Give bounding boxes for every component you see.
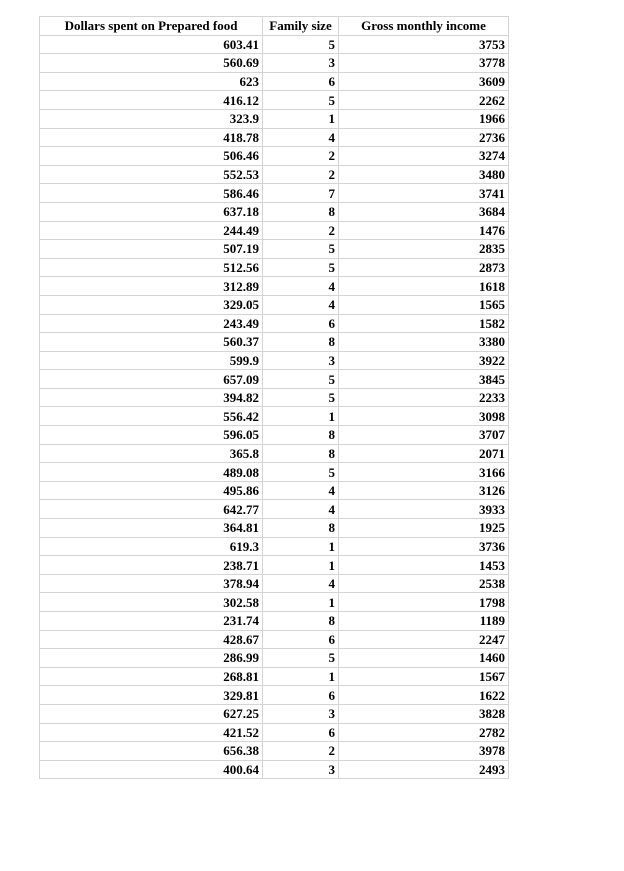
cell-family-size: 3 <box>263 54 339 73</box>
cell-gross-monthly-income: 2782 <box>339 723 509 742</box>
cell-prepared-food-dollars: 243.49 <box>40 314 263 333</box>
cell-gross-monthly-income: 1582 <box>339 314 509 333</box>
cell-gross-monthly-income: 3778 <box>339 54 509 73</box>
cell-gross-monthly-income: 3166 <box>339 463 509 482</box>
table-row <box>40 519 509 538</box>
cell-family-size: 8 <box>263 612 339 631</box>
table-row <box>40 202 509 221</box>
cell-family-size: 8 <box>263 426 339 445</box>
header-family-size: Family size <box>263 17 339 36</box>
cell-prepared-food-dollars: 238.71 <box>40 556 263 575</box>
table-row <box>40 593 509 612</box>
table-row <box>40 537 509 556</box>
table-row <box>40 72 509 91</box>
cell-family-size: 6 <box>263 72 339 91</box>
cell-gross-monthly-income: 1476 <box>339 221 509 240</box>
cell-prepared-food-dollars: 416.12 <box>40 91 263 110</box>
cell-gross-monthly-income: 3845 <box>339 370 509 389</box>
cell-family-size: 5 <box>263 35 339 54</box>
cell-gross-monthly-income: 3933 <box>339 500 509 519</box>
header-row <box>40 17 509 36</box>
cell-gross-monthly-income: 3978 <box>339 742 509 761</box>
cell-gross-monthly-income: 1460 <box>339 649 509 668</box>
table-row <box>40 500 509 519</box>
cell-family-size: 4 <box>263 481 339 500</box>
cell-prepared-food-dollars: 244.49 <box>40 221 263 240</box>
cell-gross-monthly-income: 2262 <box>339 91 509 110</box>
cell-prepared-food-dollars: 312.89 <box>40 277 263 296</box>
cell-gross-monthly-income: 3480 <box>339 165 509 184</box>
cell-prepared-food-dollars: 627.25 <box>40 704 263 723</box>
table-row <box>40 147 509 166</box>
cell-family-size: 1 <box>263 556 339 575</box>
cell-prepared-food-dollars: 378.94 <box>40 574 263 593</box>
cell-prepared-food-dollars: 364.81 <box>40 519 263 538</box>
cell-family-size: 8 <box>263 333 339 352</box>
table-row <box>40 630 509 649</box>
cell-family-size: 1 <box>263 537 339 556</box>
cell-family-size: 2 <box>263 742 339 761</box>
cell-prepared-food-dollars: 596.05 <box>40 426 263 445</box>
cell-gross-monthly-income: 3741 <box>339 184 509 203</box>
table-row <box>40 91 509 110</box>
table-row <box>40 760 509 779</box>
cell-gross-monthly-income: 1798 <box>339 593 509 612</box>
table-row <box>40 667 509 686</box>
cell-gross-monthly-income: 2493 <box>339 760 509 779</box>
table-row <box>40 128 509 147</box>
cell-gross-monthly-income: 1567 <box>339 667 509 686</box>
cell-family-size: 8 <box>263 519 339 538</box>
cell-gross-monthly-income: 1565 <box>339 295 509 314</box>
cell-gross-monthly-income: 3274 <box>339 147 509 166</box>
header-gross-monthly-income: Gross monthly income <box>339 17 509 36</box>
cell-family-size: 3 <box>263 351 339 370</box>
table-row <box>40 370 509 389</box>
cell-family-size: 5 <box>263 240 339 259</box>
cell-gross-monthly-income: 2736 <box>339 128 509 147</box>
cell-prepared-food-dollars: 323.9 <box>40 109 263 128</box>
cell-family-size: 6 <box>263 630 339 649</box>
cell-gross-monthly-income: 2835 <box>339 240 509 259</box>
table-row <box>40 704 509 723</box>
cell-family-size: 5 <box>263 463 339 482</box>
cell-gross-monthly-income: 3098 <box>339 407 509 426</box>
cell-prepared-food-dollars: 421.52 <box>40 723 263 742</box>
table-row <box>40 463 509 482</box>
table-row <box>40 742 509 761</box>
cell-gross-monthly-income: 3126 <box>339 481 509 500</box>
table-row <box>40 54 509 73</box>
cell-family-size: 5 <box>263 91 339 110</box>
table-body <box>40 35 509 779</box>
cell-prepared-food-dollars: 586.46 <box>40 184 263 203</box>
cell-family-size: 1 <box>263 667 339 686</box>
cell-family-size: 5 <box>263 649 339 668</box>
table-row <box>40 314 509 333</box>
cell-gross-monthly-income: 3828 <box>339 704 509 723</box>
table-row <box>40 165 509 184</box>
table-row <box>40 184 509 203</box>
cell-family-size: 8 <box>263 444 339 463</box>
table-row <box>40 295 509 314</box>
cell-gross-monthly-income: 1622 <box>339 686 509 705</box>
cell-prepared-food-dollars: 603.41 <box>40 35 263 54</box>
cell-prepared-food-dollars: 657.09 <box>40 370 263 389</box>
cell-prepared-food-dollars: 552.53 <box>40 165 263 184</box>
cell-prepared-food-dollars: 231.74 <box>40 612 263 631</box>
table-row <box>40 649 509 668</box>
data-table <box>39 16 509 779</box>
cell-prepared-food-dollars: 286.99 <box>40 649 263 668</box>
cell-prepared-food-dollars: 560.69 <box>40 54 263 73</box>
cell-prepared-food-dollars: 489.08 <box>40 463 263 482</box>
cell-family-size: 4 <box>263 295 339 314</box>
cell-prepared-food-dollars: 365.8 <box>40 444 263 463</box>
cell-family-size: 3 <box>263 704 339 723</box>
cell-family-size: 1 <box>263 593 339 612</box>
cell-family-size: 1 <box>263 407 339 426</box>
cell-gross-monthly-income: 3380 <box>339 333 509 352</box>
table-row <box>40 426 509 445</box>
table-row <box>40 221 509 240</box>
cell-family-size: 2 <box>263 221 339 240</box>
table-row <box>40 612 509 631</box>
cell-gross-monthly-income: 2538 <box>339 574 509 593</box>
header-dollars-prepared-food: Dollars spent on Prepared food <box>40 17 263 36</box>
cell-family-size: 7 <box>263 184 339 203</box>
cell-gross-monthly-income: 3684 <box>339 202 509 221</box>
cell-gross-monthly-income: 1453 <box>339 556 509 575</box>
cell-gross-monthly-income: 2233 <box>339 388 509 407</box>
table-row <box>40 333 509 352</box>
cell-family-size: 2 <box>263 165 339 184</box>
cell-prepared-food-dollars: 642.77 <box>40 500 263 519</box>
cell-prepared-food-dollars: 394.82 <box>40 388 263 407</box>
cell-prepared-food-dollars: 418.78 <box>40 128 263 147</box>
cell-prepared-food-dollars: 329.05 <box>40 295 263 314</box>
cell-prepared-food-dollars: 619.3 <box>40 537 263 556</box>
cell-prepared-food-dollars: 637.18 <box>40 202 263 221</box>
table-row <box>40 556 509 575</box>
cell-prepared-food-dollars: 428.67 <box>40 630 263 649</box>
table-row <box>40 258 509 277</box>
cell-prepared-food-dollars: 506.46 <box>40 147 263 166</box>
cell-gross-monthly-income: 1618 <box>339 277 509 296</box>
cell-prepared-food-dollars: 329.81 <box>40 686 263 705</box>
cell-prepared-food-dollars: 556.42 <box>40 407 263 426</box>
table-row <box>40 444 509 463</box>
cell-family-size: 4 <box>263 128 339 147</box>
table-row <box>40 109 509 128</box>
cell-prepared-food-dollars: 400.64 <box>40 760 263 779</box>
cell-family-size: 5 <box>263 388 339 407</box>
cell-prepared-food-dollars: 302.58 <box>40 593 263 612</box>
cell-gross-monthly-income: 3609 <box>339 72 509 91</box>
cell-family-size: 4 <box>263 277 339 296</box>
table-row <box>40 277 509 296</box>
cell-family-size: 4 <box>263 574 339 593</box>
cell-gross-monthly-income: 3707 <box>339 426 509 445</box>
cell-prepared-food-dollars: 507.19 <box>40 240 263 259</box>
table-row <box>40 351 509 370</box>
cell-gross-monthly-income: 1189 <box>339 612 509 631</box>
cell-family-size: 2 <box>263 147 339 166</box>
cell-gross-monthly-income: 2071 <box>339 444 509 463</box>
cell-prepared-food-dollars: 512.56 <box>40 258 263 277</box>
cell-prepared-food-dollars: 560.37 <box>40 333 263 352</box>
cell-gross-monthly-income: 3736 <box>339 537 509 556</box>
cell-family-size: 6 <box>263 314 339 333</box>
cell-prepared-food-dollars: 268.81 <box>40 667 263 686</box>
cell-prepared-food-dollars: 623 <box>40 72 263 91</box>
table-row <box>40 388 509 407</box>
table-row <box>40 686 509 705</box>
cell-family-size: 4 <box>263 500 339 519</box>
table-row <box>40 240 509 259</box>
cell-family-size: 5 <box>263 370 339 389</box>
cell-gross-monthly-income: 1966 <box>339 109 509 128</box>
cell-family-size: 1 <box>263 109 339 128</box>
cell-prepared-food-dollars: 495.86 <box>40 481 263 500</box>
cell-family-size: 6 <box>263 686 339 705</box>
table-row <box>40 481 509 500</box>
cell-gross-monthly-income: 1925 <box>339 519 509 538</box>
cell-family-size: 6 <box>263 723 339 742</box>
cell-prepared-food-dollars: 599.9 <box>40 351 263 370</box>
cell-gross-monthly-income: 3922 <box>339 351 509 370</box>
cell-prepared-food-dollars: 656.38 <box>40 742 263 761</box>
table-row <box>40 723 509 742</box>
table-row <box>40 35 509 54</box>
cell-family-size: 5 <box>263 258 339 277</box>
table-row <box>40 407 509 426</box>
cell-gross-monthly-income: 2247 <box>339 630 509 649</box>
table-row <box>40 574 509 593</box>
cell-family-size: 3 <box>263 760 339 779</box>
cell-gross-monthly-income: 3753 <box>339 35 509 54</box>
cell-gross-monthly-income: 2873 <box>339 258 509 277</box>
cell-family-size: 8 <box>263 202 339 221</box>
